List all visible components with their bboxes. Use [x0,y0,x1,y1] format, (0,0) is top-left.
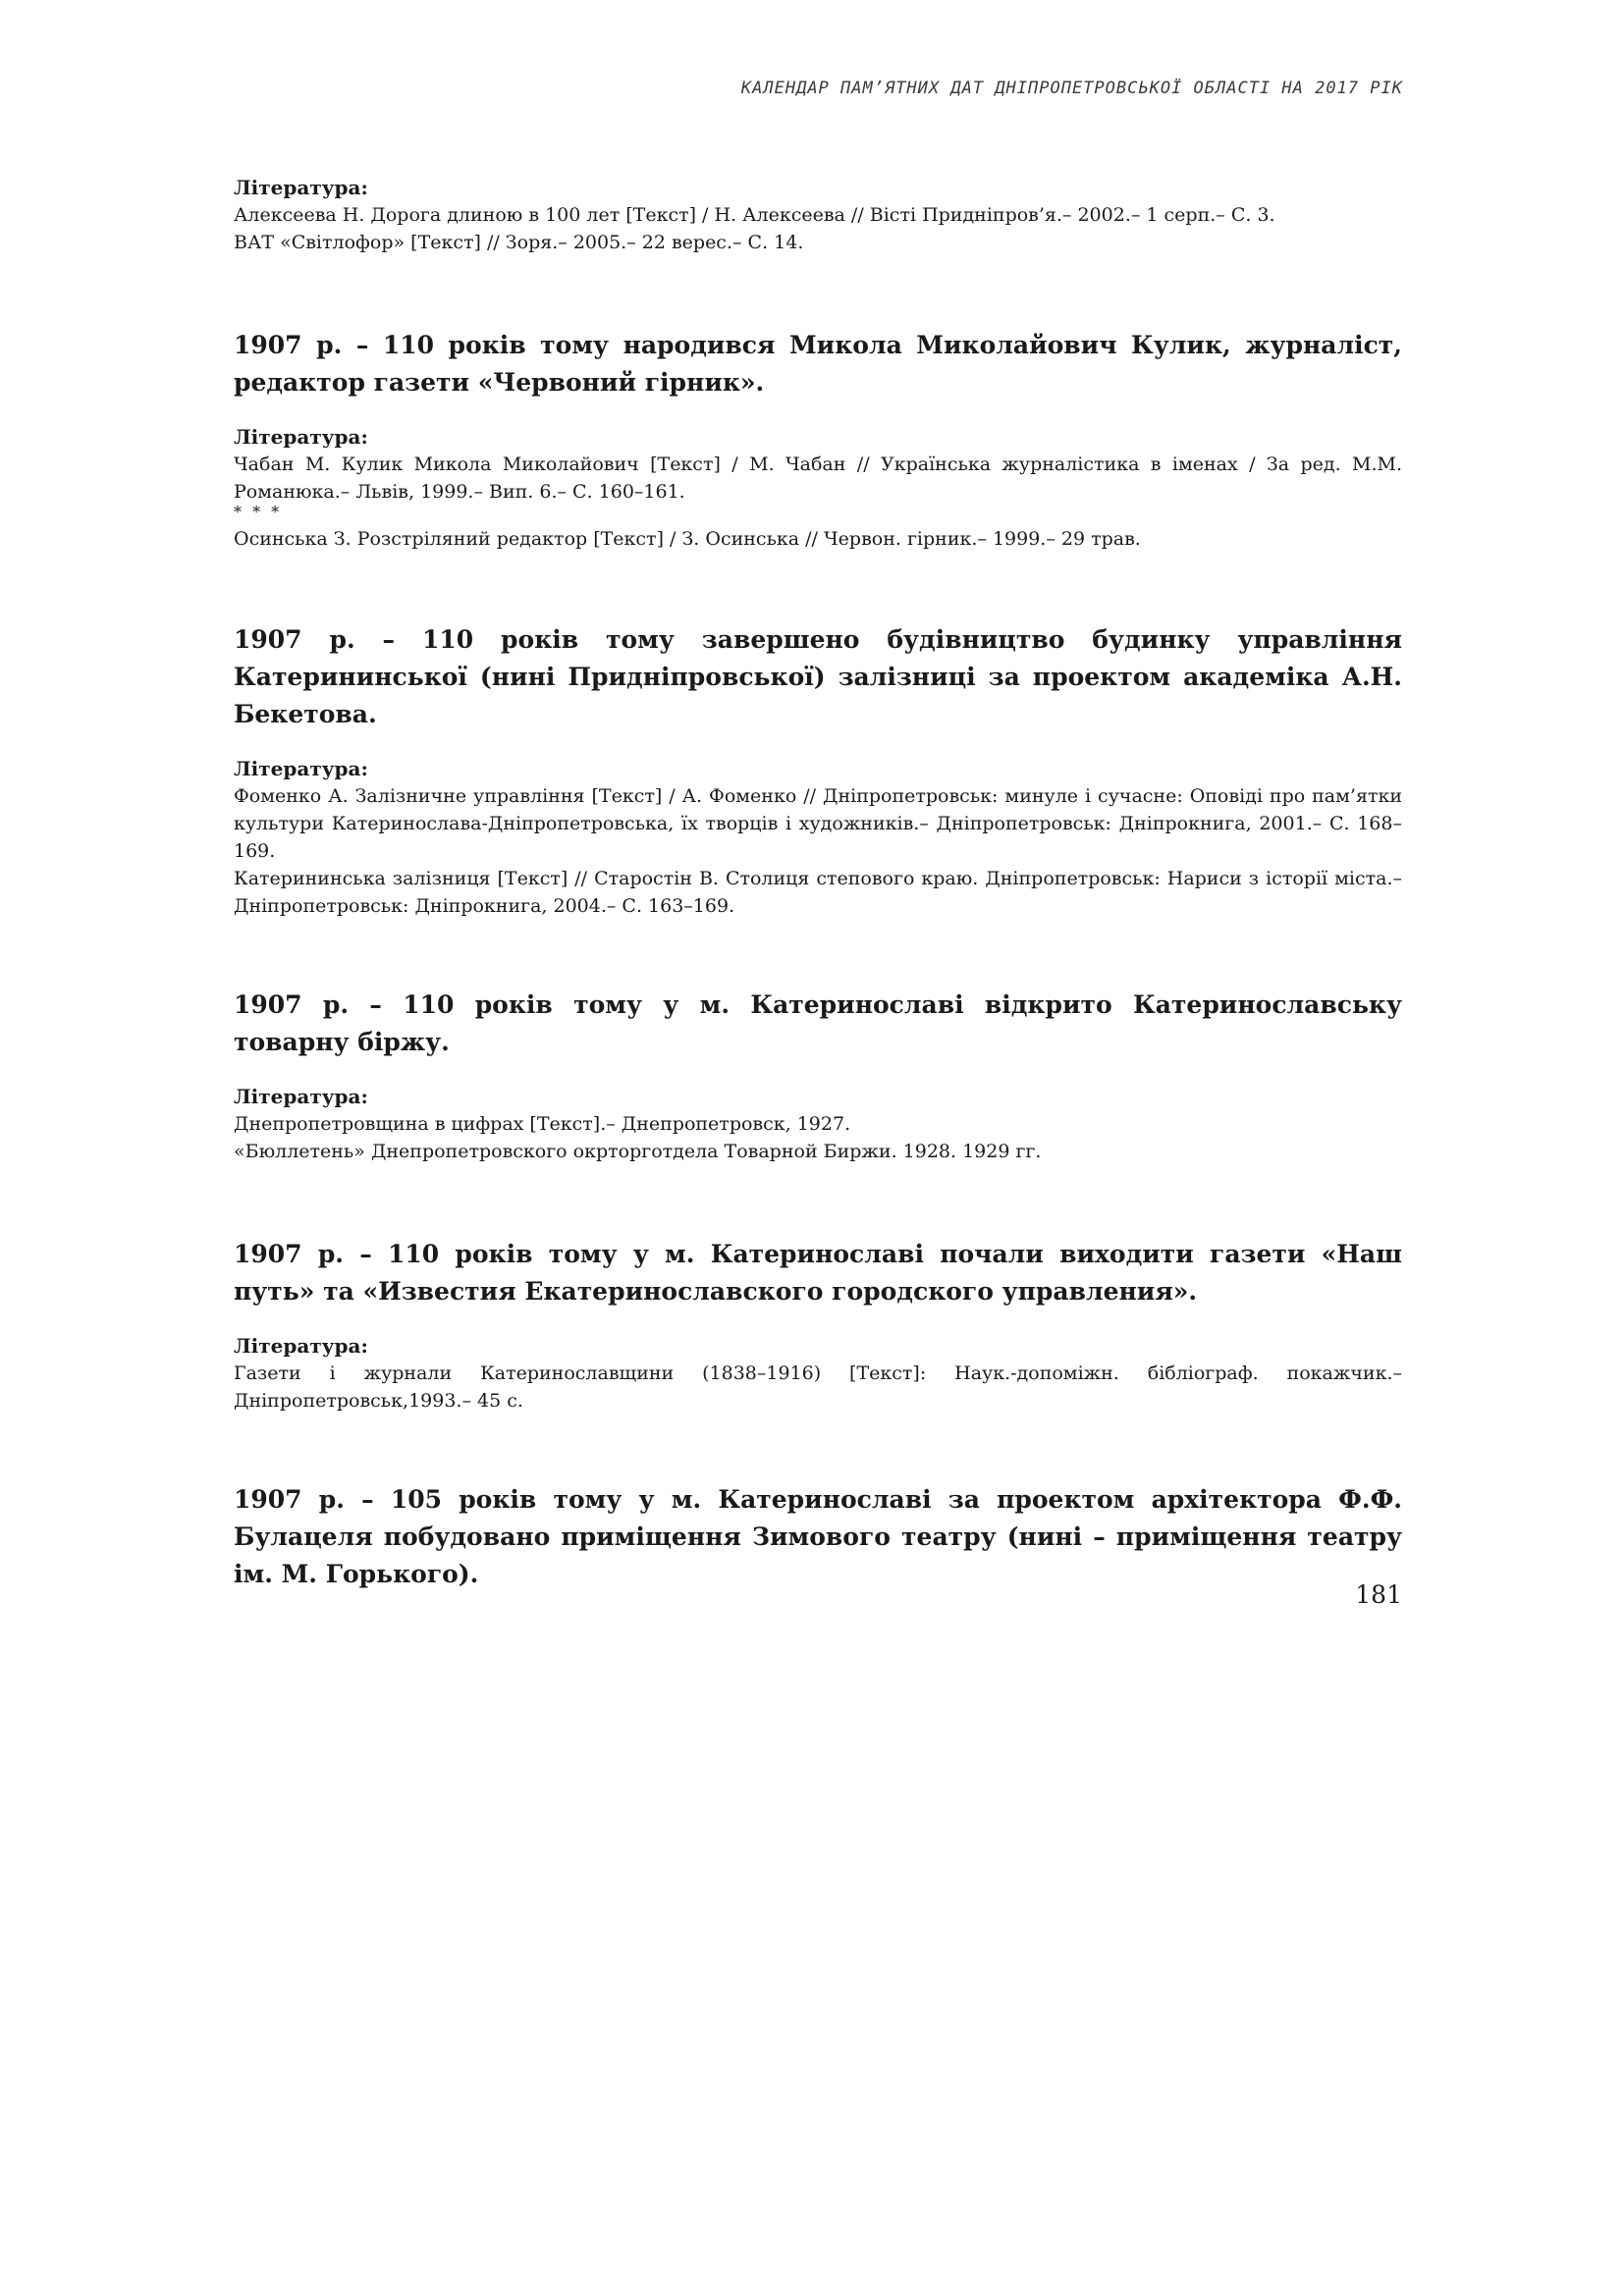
literature-entry: Днепропетровщина в цифрах [Текст].– Днепропетровск, 1927. [234,1113,851,1135]
event-title: 1907 р. – 110 років тому завершено будівництво будинку управління Катерининської (нині Придніпровської) залізниці за проектом академіка А.Н. Бекетова. [234,625,1402,728]
section-literature-continued [234,174,1402,256]
literature-label: Література: [234,425,368,449]
literature-entry: Фоменко А. Залізничне управління [Текст] / А. Фоменко // Дніпропетровськ: минуле і сучасне: Оповіді про пам’ятки культури Катеринослава-Дніпропетровська, їх творців і художників.– Дніпропетровськ: Дніпрокнига, 2001.– С. 168–169. [234,785,1402,862]
literature-label: Література: [234,176,368,199]
event-title: 1907 р. – 105 років тому у м. Катеринославі за проектом архітектора Ф.Ф. Булацеля побудовано приміщення Зимового театру (нині – приміщення театру ім. М. Горького). [234,1485,1402,1588]
literature-entry: Чабан М. Кулик Микола Миколайович [Текст] / М. Чабан // Українська журналістика в іменах / За ред. М.М. Романюка.– Львів, 1999.– Вип. 6.– С. 160–161. [234,454,1402,503]
event-title: 1907 р. – 110 років тому у м. Катеринославі відкрито Катеринославську товарну біржу. [234,990,1402,1056]
page-content [234,174,1402,1648]
running-header: КАЛЕНДАР ПАМ’ЯТНИХ ДАТ ДНІПРОПЕТРОВСЬКОЇ ОБЛАСТІ НА 2017 РІК [740,79,1403,98]
section-newspapers [234,1236,1402,1415]
literature-entry: ВАТ «Світлофор» [Текст] // Зоря.– 2005.– 22 верес.– С. 14. [234,232,804,253]
literature-entry: «Бюллетень» Днепропетровского окрторготдела Товарной Биржи. 1928. 1929 гг. [234,1141,1042,1162]
literature-entry: Алексеева Н. Дорога длиною в 100 лет [Текст] / Н. Алексеева // Вісті Придніпров’я.– 2002.– 1 серп.– С. 3. [234,204,1275,226]
section-railway-building [234,621,1402,920]
section-commodity-exchange [234,987,1402,1165]
literature-label: Література: [234,1085,368,1108]
literature-entry: Катерининська залізниця [Текст] // Старостін В. Столиця степового краю. Дніпропетровськ: Нариси з історії міста.– Дніпропетровськ: Дніпрокнига, 2004.– С. 163–169. [234,868,1402,917]
section-winter-theatre [234,1481,1402,1593]
section-kulyk [234,327,1402,553]
literature-entry: Осинська З. Розстріляний редактор [Текст] / З. Осинська // Червон. гірник.– 1999.– 29 трав. [234,528,1141,550]
literature-label: Література: [234,757,368,780]
literature-entry: Газети і журнали Катеринославщини (1838–1916) [Текст]: Наук.-допоміжн. бібліограф. покажчик.– Дніпропетровськ,1993.– 45 с. [234,1362,1402,1412]
literature-label: Література: [234,1334,368,1358]
event-title: 1907 р. – 110 років тому у м. Катеринославі почали виходити газети «Наш путь» та «Известия Екатеринославского городского управления». [234,1240,1402,1306]
page-number: 181 [1355,1580,1402,1609]
event-title: 1907 р. – 110 років тому народився Микола Миколайович Кулик, журналіст, редактор газети «Червоний гірник». [234,331,1402,397]
literature-separator: * * * [234,503,283,521]
